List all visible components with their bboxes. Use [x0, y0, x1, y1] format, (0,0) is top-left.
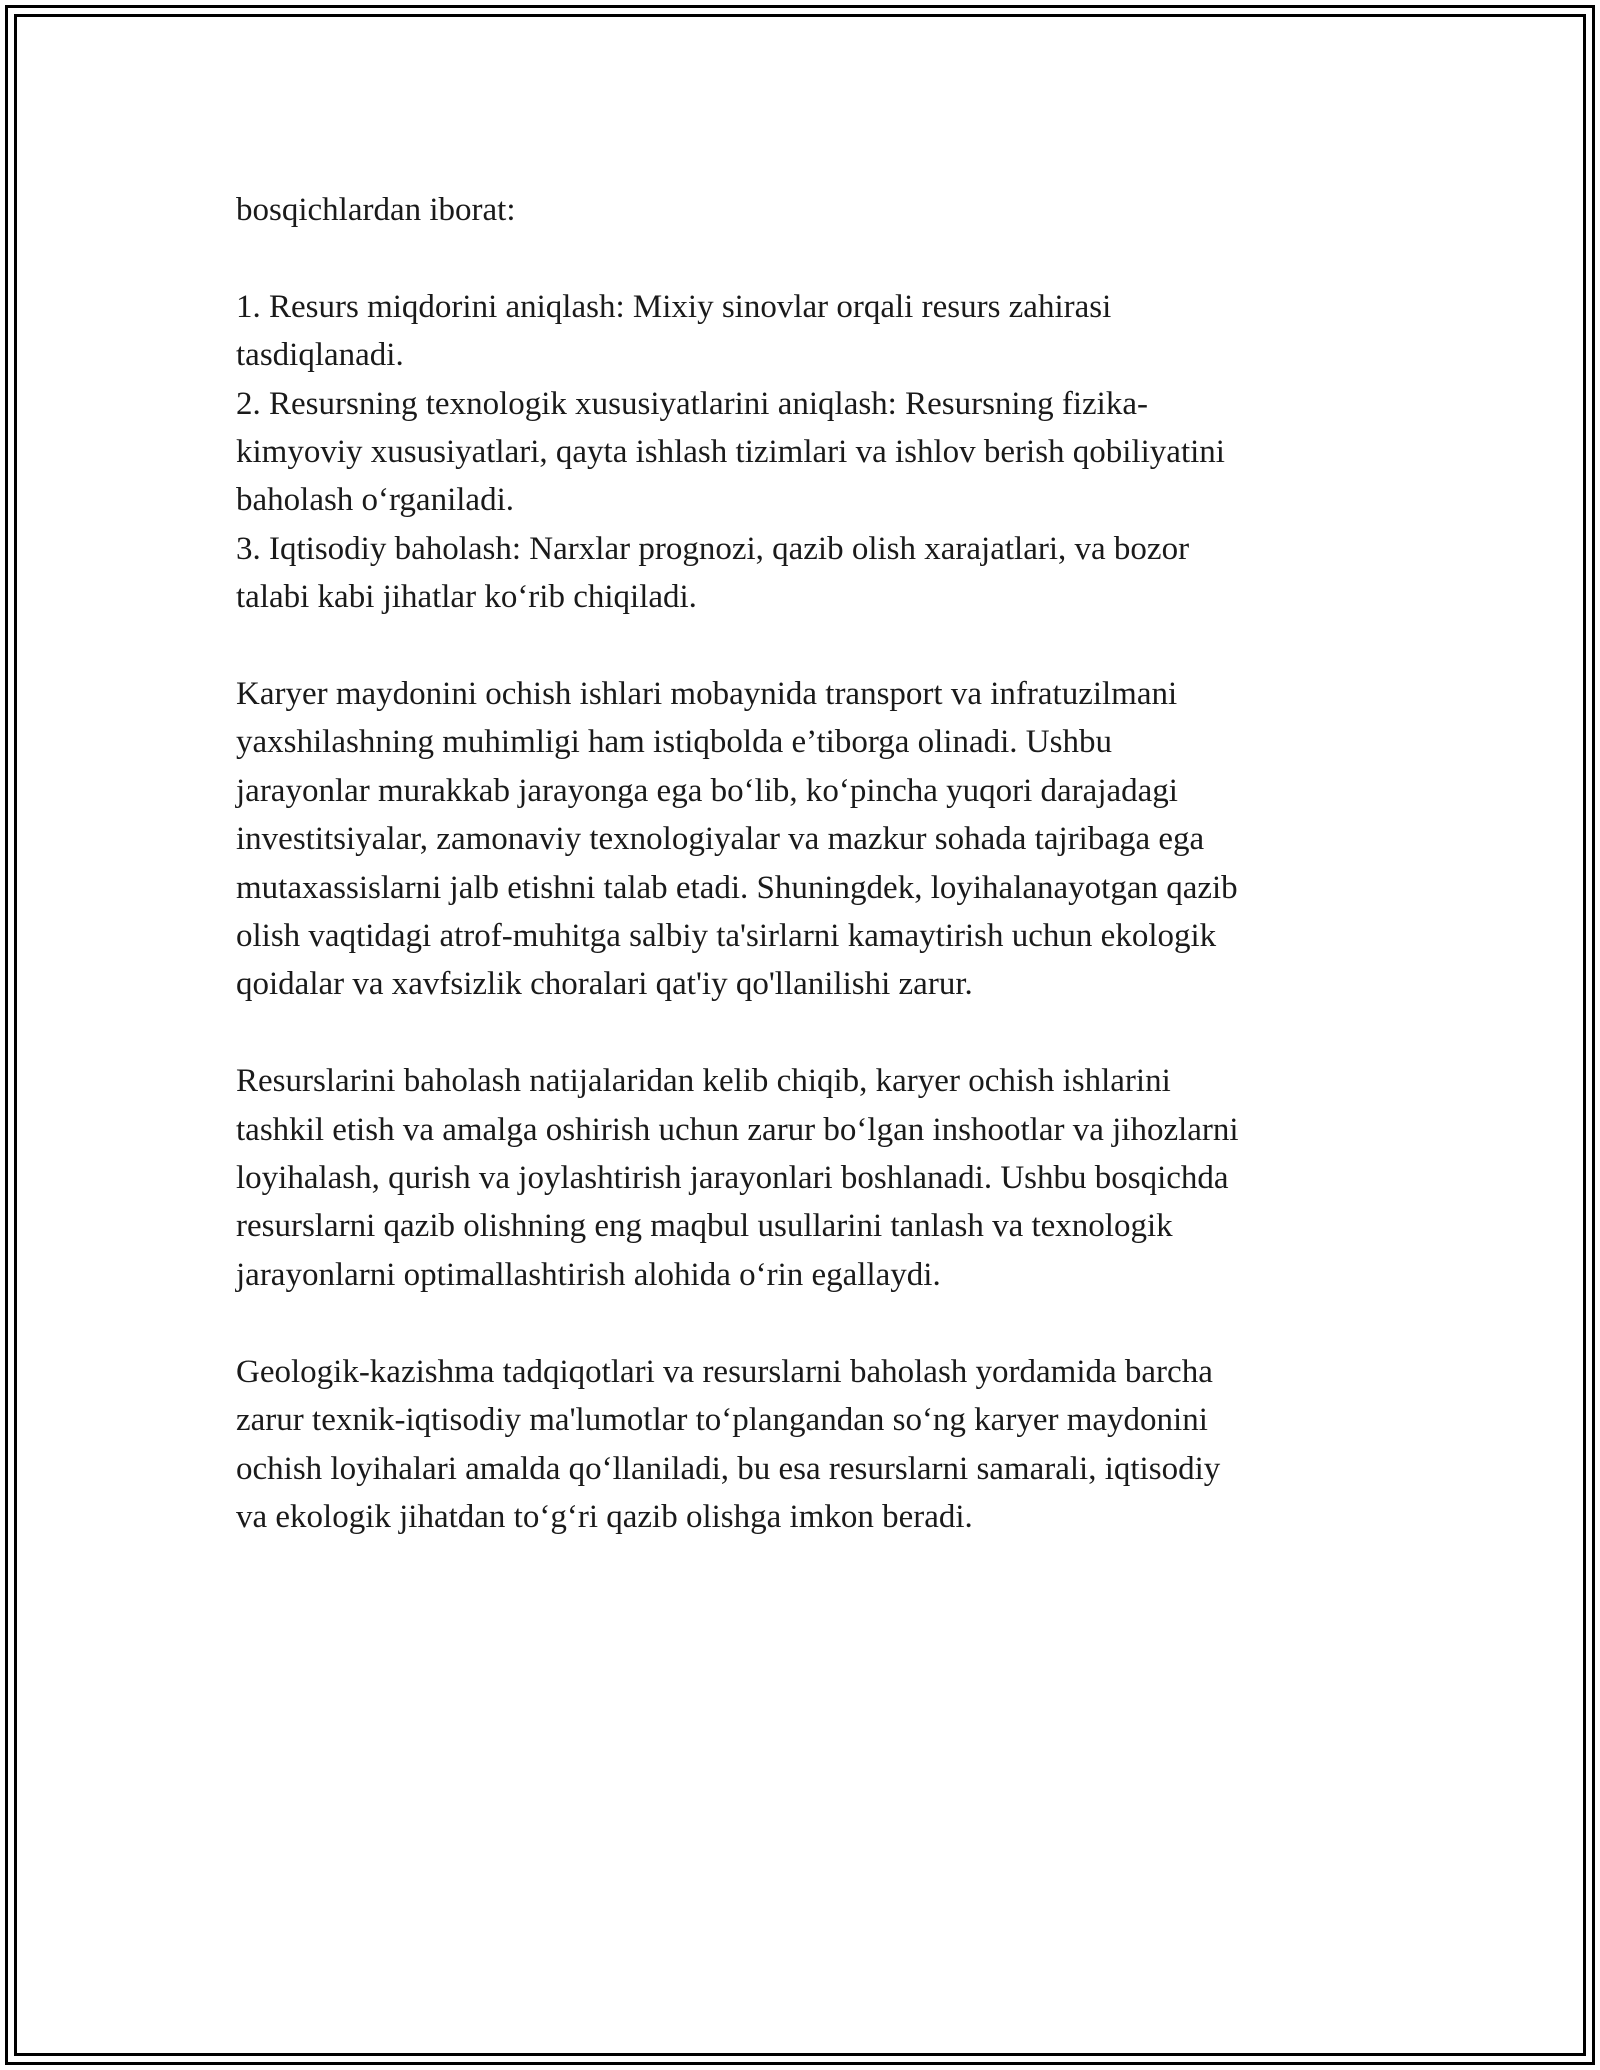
- spacer: [236, 1299, 1368, 1347]
- paragraph-line: jarayonlar murakkab jarayonga ega bo‘lib, ko‘pincha yuqori darajadagi: [236, 772, 1178, 809]
- paragraph-line: Resurslarini baholash natijalaridan kelib chiqib, karyer ochish ishlarini: [236, 1063, 1171, 1100]
- paragraph-line: zarur texnik-iqtisodiy ma'lumotlar to‘plangandan so‘ng karyer maydonini: [236, 1402, 1208, 1439]
- paragraph-line: qoidalar va xavfsizlik choralari qat'iy qo'llanilishi zarur.: [236, 966, 973, 1003]
- paragraph-line: jarayonlarni optimallashtirish alohida o‘rin egallaydi.: [236, 1256, 941, 1293]
- list-item-line: 2. Resursning texnologik xususiyatlarini aniqlash: Resursning fizika-: [236, 385, 1148, 422]
- paragraph-line: yaxshilashning muhimligi ham istiqbolda e’tiborga olinadi. Ushbu: [236, 724, 1112, 761]
- numbered-list: [236, 283, 1368, 622]
- list-item-line: talabi kabi jihatlar ko‘rib chiqiladi.: [236, 579, 697, 616]
- spacer: [236, 622, 1368, 670]
- paragraph-line: Karyer maydonini ochish ishlari mobaynida transport va infratuzilmani: [236, 676, 1178, 713]
- paragraph: [236, 670, 1368, 1009]
- list-item: [236, 380, 1368, 525]
- list-item-line: kimyoviy xususiyatlari, qayta ishlash tizimlari va ishlov berish qobiliyatini: [236, 434, 1225, 471]
- paragraph-line: investitsiyalar, zamonaviy texnologiyalar va mazkur sohada tajribaga ega: [236, 821, 1205, 858]
- paragraph: [236, 1348, 1368, 1542]
- paragraph-line: resurslarni qazib olishning eng maqbul usullarini tanlash va texnologik: [236, 1208, 1173, 1245]
- list-item-line: baholash o‘rganiladi.: [236, 482, 514, 519]
- paragraph-line: mutaxassislarni jalb etishni talab etadi. Shuningdek, loyihalanayotgan qazib: [236, 869, 1238, 906]
- list-item-line: 3. Iqtisodiy baholash: Narxlar prognozi, qazib olish xarajatlari, va bozor: [236, 530, 1190, 567]
- paragraph-line: Geologik-kazishma tadqiqotlari va resurslarni baholash yordamida barcha: [236, 1353, 1213, 1390]
- paragraph: [236, 1057, 1368, 1299]
- paragraph-line: va ekologik jihatdan to‘g‘ri qazib olishga imkon beradi.: [236, 1498, 973, 1535]
- list-item-line: 1. Resurs miqdorini aniqlash: Mixiy sinovlar orqali resurs zahirasi: [236, 288, 1112, 325]
- spacer: [236, 1009, 1368, 1057]
- document-body: [236, 186, 1368, 1541]
- spacer: [236, 234, 1368, 282]
- paragraph-line: olish vaqtidagi atrof-muhitga salbiy ta'sirlarni kamaytirish uchun ekologik: [236, 918, 1217, 955]
- paragraph-line: tashkil etish va amalga oshirish uchun zarur bo‘lgan inshootlar va jihozlarni: [236, 1111, 1239, 1148]
- list-item: [236, 283, 1368, 380]
- intro-line: bosqichlardan iborat:: [236, 192, 516, 228]
- paragraph-line: ochish loyihalari amalda qo‘llaniladi, bu esa resurslarni samarali, iqtisodiy: [236, 1450, 1221, 1487]
- list-item: [236, 525, 1368, 622]
- paragraph-line: loyihalash, qurish va joylashtirish jarayonlari boshlanadi. Ushbu bosqichda: [236, 1160, 1229, 1197]
- list-item-line: tasdiqlanadi.: [236, 337, 404, 374]
